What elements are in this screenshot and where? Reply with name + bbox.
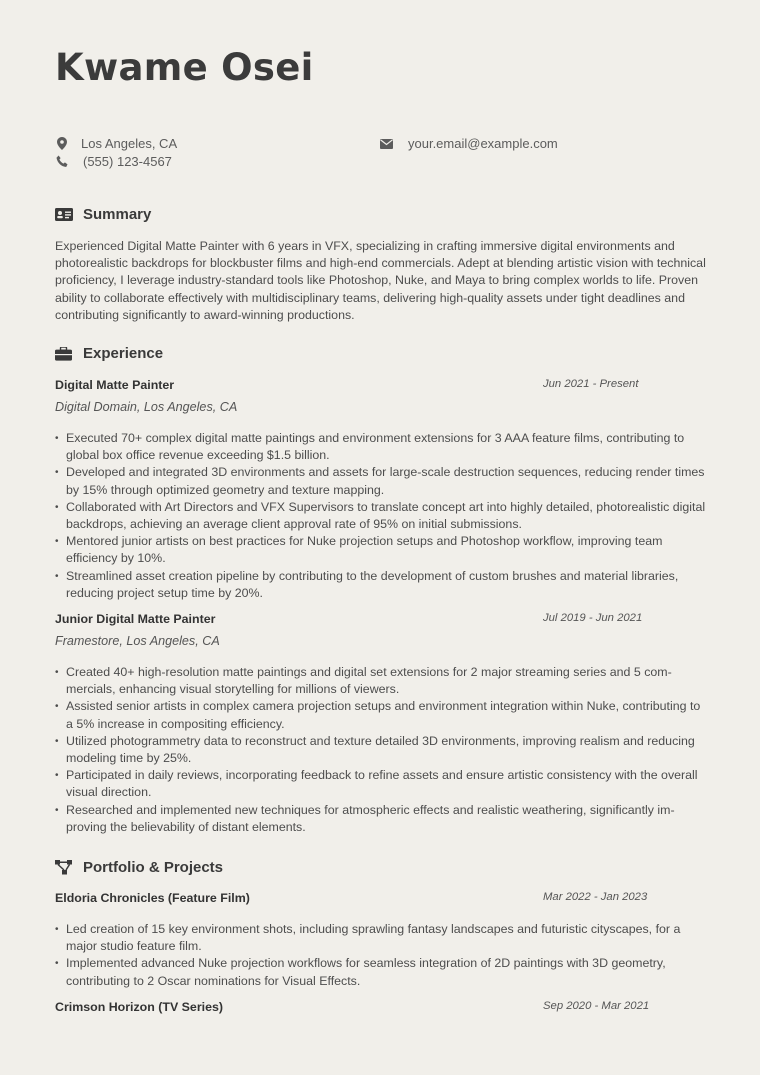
list-item: • Streamlined asset creation pipeline by contributing to the development of custom brushes and material libraries, reducing project setup time by 20%. [55,568,707,602]
job-company: Framestore, Los Angeles, CA [55,634,220,648]
list-item: • Led creation of 15 key environment shots, including sprawling fantasy landscapes and futuristic cityscapes, for a major studio feature film. [55,921,707,955]
job-date: Jun 2021 - Present [543,378,639,390]
job-date: Jul 2019 - Jun 2021 [543,612,643,624]
list-item: • Created 40+ high-resolution matte paintings and digital set extensions for 2 major streaming series and 5 commercials, enhancing visual storytelling for millions of viewers. [55,664,707,698]
map-pin-icon [55,137,69,151]
projects-heading-label: Portfolio & Projects [83,859,224,876]
list-item: • Collaborated with Art Directors and VFX Supervisors to translate concept art into highly detailed, photorealistic digital backdrops, achieving an average client approval rate of 95% on initial submissions. [55,499,707,533]
contact-email[interactable] [379,136,558,151]
job-company: Digital Domain, Los Angeles, CA [55,400,238,414]
project-date: Mar 2022 - Jan 2023 [543,891,648,903]
job-title: Digital Matte Painter [55,378,175,392]
summary-text: Experienced Digital Matte Painter with 6 years in VFX, specializing in crafting immersive digital environments and photorealistic backdrops for blockbuster films and high-end commercials. Adept at blending artistic vision with technical proficiency, I leverage industry-standard tools like Photoshop, Nuke, and Maya to bring complex worlds to life. Proven ability to collaborate effectively with multidisciplinary teams, delivering high-quality assets under tight deadlines and contributing significantly to award-winning productions. [55,239,706,322]
phone-text: (555) 123-4567 [83,154,172,169]
project-title: Crimson Horizon (TV Series) [55,1000,223,1014]
id-card-icon [55,207,75,223]
location-text: Los Angeles, CA [81,136,178,151]
briefcase-icon [55,346,75,362]
projects-heading [55,859,223,876]
contact-location [55,136,177,151]
list-item: • Participated in daily reviews, incorporating feedback to refine assets and ensure artistic consistency with the overall visual direction. [55,767,707,801]
candidate-name: Kwame Osei [55,46,314,89]
list-item: • Assisted senior artists in complex camera projection setups and environment integration within Nuke, contributing to a 5% increase in compositing efficiency. [55,698,707,732]
contact-phone [55,154,172,169]
job-title: Junior Digital Matte Painter [55,612,216,626]
list-item: • Mentored junior artists on best practices for Nuke projection setups and Photoshop workflow, improving team efficiency by 10%. [55,533,707,567]
experience-heading-label: Experience [83,345,164,362]
project-date: Sep 2020 - Mar 2021 [543,1000,650,1012]
network-icon [55,860,75,876]
phone-icon [55,155,69,169]
list-item: • Utilized photogrammetry data to reconstruct and texture detailed 3D environments, improving realism and reducing modeling time by 25%. [55,733,707,767]
experience-heading [55,345,163,362]
envelope-icon [379,137,393,151]
list-item: • Executed 70+ complex digital matte paintings and environment extensions for 3 AAA feature films, contributing to global box office revenue exceeding $1.5 billion. [55,430,707,464]
summary-heading-label: Summary [83,206,152,223]
summary-heading [55,206,151,223]
job-bullets [55,664,707,836]
list-item: • Implemented advanced Nuke projection workflows for seamless integration of 2D paintings with 3D geometry, contributing to 2 Oscar nominations for Visual Effects. [55,955,707,989]
list-item: • Developed and integrated 3D environments and assets for large-scale destruction sequences, reducing render times by 15% through optimized geometry and texture mapping. [55,464,707,498]
email-text[interactable]: your.email@example.com [408,136,558,151]
project-title: Eldoria Chronicles (Feature Film) [55,891,250,905]
job-bullets [55,430,707,602]
list-item: • Researched and implemented new techniques for atmospheric effects and realistic weathering, significantly improving the believability of distant elements. [55,802,707,836]
project-bullets [55,921,707,990]
